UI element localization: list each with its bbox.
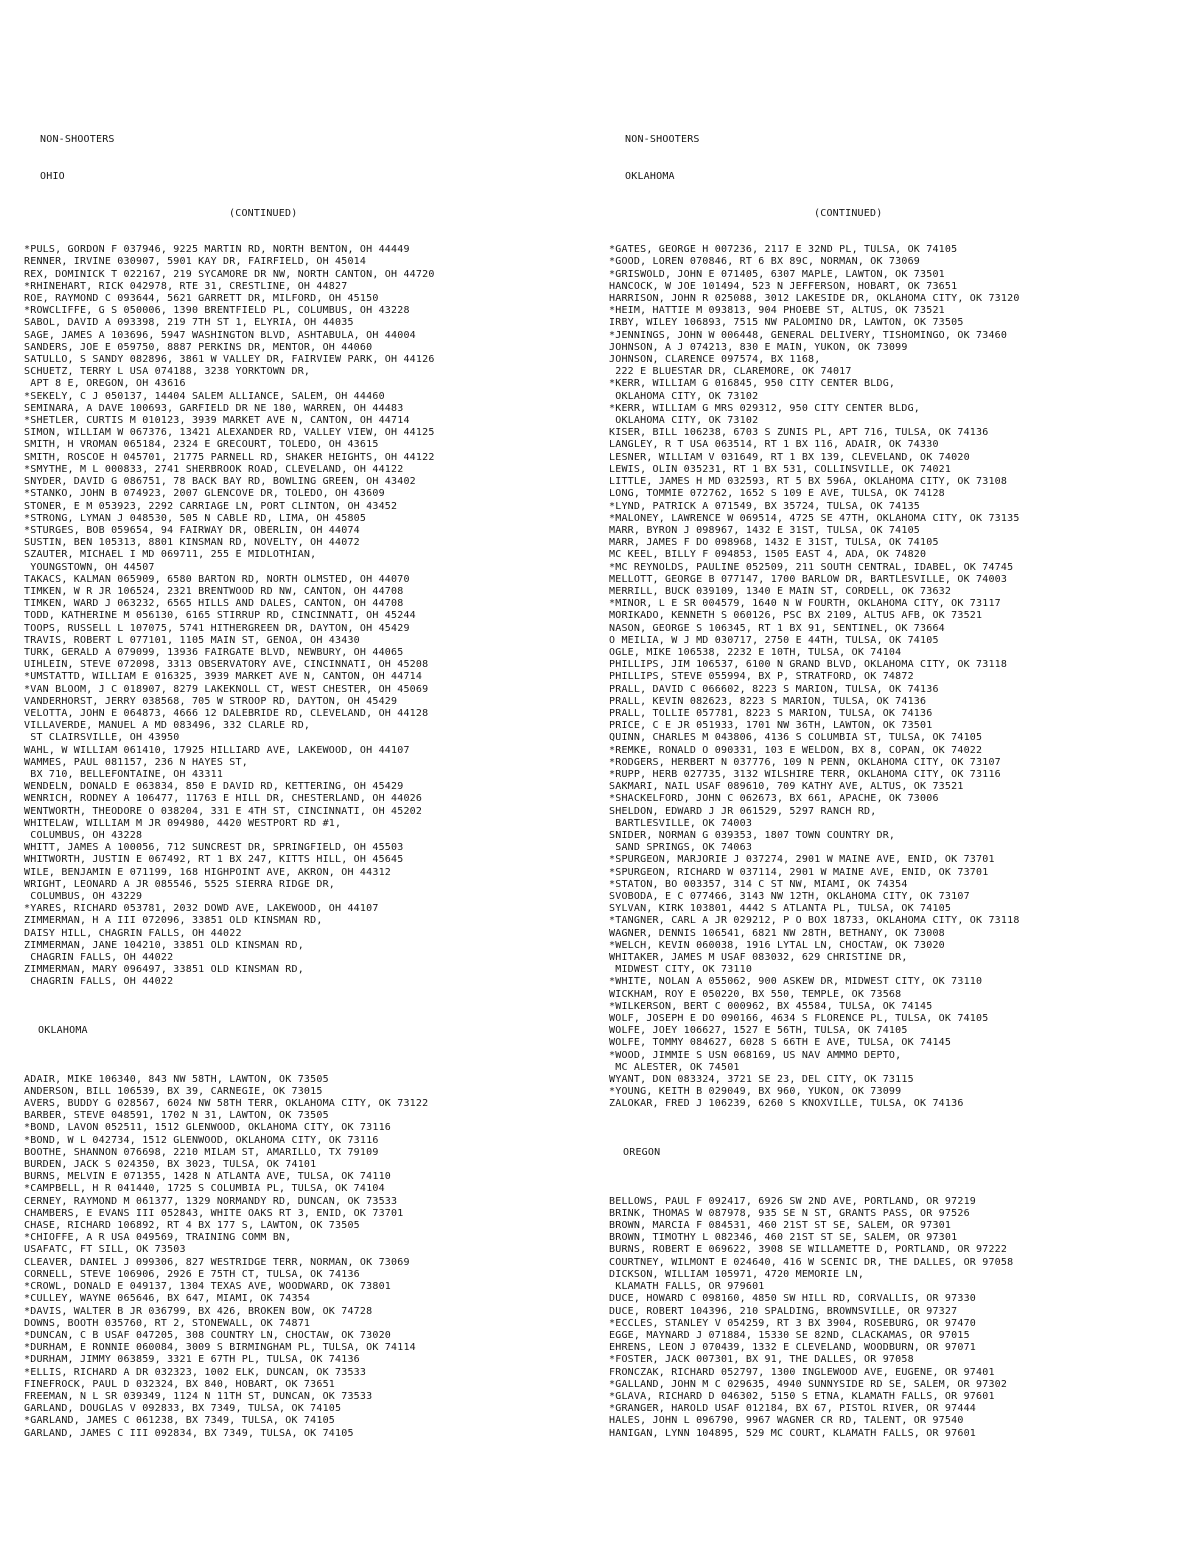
list-item: 222 E BLUESTAR DR, CLAREMORE, OK 74017 — [609, 366, 852, 378]
list-item: *CULLEY, WAYNE 065646, BX 647, MIAMI, OK 74354 — [24, 1293, 311, 1305]
list-item: WAMMES, PAUL 081157, 236 N HAYES ST, — [24, 756, 248, 768]
list-item: WHITT, JAMES A 100056, 712 SUNCREST DR, SPRINGFIELD, OH 45503 — [24, 842, 404, 854]
entry-list — [609, 1196, 1181, 1440]
list-item: *WOOD, JIMMIE S USN 068169, US NAV AMMMO DEPTO, — [609, 1049, 902, 1061]
list-item: GARLAND, JAMES C III 092834, BX 7349, TULSA, OK 74105 — [24, 1427, 354, 1439]
list-item: WHITELAW, WILLIAM M JR 094980, 4420 WESTPORT RD #1, — [24, 817, 342, 829]
list-item: *GOOD, LOREN 070846, RT 6 BX 89C, NORMAN, OK 73069 — [609, 256, 921, 268]
list-item: SCHUETZ, TERRY L USA 074188, 3238 YORKTOWN DR, — [24, 366, 311, 378]
list-item: SIMON, WILLIAM W 067376, 13421 ALEXANDER RD, VALLEY VIEW, OH 44125 — [24, 427, 435, 439]
list-item: LITTLE, JAMES H MD 032593, RT 5 BX 596A, OKLAHOMA CITY, OK 73108 — [609, 476, 1008, 488]
list-item: *WILKERSON, BERT C 000962, BX 45584, TULSA, OK 74145 — [609, 1000, 933, 1012]
list-item: BRINK, THOMAS W 087978, 935 SE N ST, GRANTS PASS, OR 97526 — [609, 1207, 970, 1219]
list-item: PRALL, KEVIN 082623, 8223 S MARION, TULSA, OK 74136 — [609, 695, 927, 707]
list-item: *SEKELY, C J 050137, 14404 SALEM ALLIANCE, SALEM, OH 44460 — [24, 390, 385, 402]
list-item: *ROWCLIFFE, G S 050006, 1390 BRENTFIELD PL, COLUMBUS, OH 43228 — [24, 305, 410, 317]
list-item: VILLAVERDE, MANUEL A MD 083496, 332 CLARLE RD, — [24, 720, 311, 732]
list-item: CHAGRIN FALLS, OH 44022 — [24, 952, 174, 964]
section-title: OKLAHOMA — [38, 1025, 88, 1037]
list-item: SNYDER, DAVID G 086751, 78 BACK BAY RD, BOWLING GREEN, OH 43402 — [24, 476, 416, 488]
list-item: *DUNCAN, C B USAF 047205, 308 COUNTRY LN, CHOCTAW, OK 73020 — [24, 1329, 392, 1341]
list-item: *STANKO, JOHN B 074923, 2007 GLENCOVE DR, TOLEDO, OH 43609 — [24, 488, 385, 500]
list-item: SABOL, DAVID A 093398, 219 7TH ST 1, ELYRIA, OH 44035 — [24, 317, 354, 329]
list-item: TURK, GERALD A 079099, 13936 FAIRGATE BLVD, NEWBURY, OH 44065 — [24, 646, 404, 658]
list-item: BOOTHE, SHANNON 076698, 2210 MILAM ST, AMARILLO, TX 79109 — [24, 1146, 379, 1158]
list-item: *GARLAND, JAMES C 061238, BX 7349, TULSA, OK 74105 — [24, 1415, 336, 1427]
list-item: WAGNER, DENNIS 106541, 6821 NW 28TH, BETHANY, OK 73008 — [609, 927, 945, 939]
list-item: MC KEEL, BILLY F 094853, 1505 EAST 4, ADA, OK 74820 — [609, 549, 927, 561]
list-item: HARRISON, JOHN R 025088, 3012 LAKESIDE DR, OKLAHOMA CITY, OK 73120 — [609, 293, 1020, 305]
list-item: RENNER, IRVINE 030907, 5901 KAY DR, FAIRFIELD, OH 45014 — [24, 256, 367, 268]
list-item: CERNEY, RAYMOND M 061377, 1329 NORMANDY RD, DUNCAN, OK 73533 — [24, 1195, 398, 1207]
list-item: LESNER, WILLIAM V 031649, RT 1 BX 139, CLEVELAND, OK 74020 — [609, 451, 970, 463]
list-item: ZIMMERMAN, H A III 072096, 33851 OLD KINSMAN RD, — [24, 915, 323, 927]
list-item: SAKMARI, NAIL USAF 089610, 709 KATHY AVE, ALTUS, OK 73521 — [609, 781, 964, 793]
list-item: *REMKE, RONALD O 090331, 103 E WELDON, BX 8, COPAN, OK 74022 — [609, 744, 983, 756]
list-item: *MC REYNOLDS, PAULINE 052509, 211 SOUTH CENTRAL, IDABEL, OK 74745 — [609, 561, 1014, 573]
list-item: *RODGERS, HERBERT N 037776, 109 N PENN, OKLAHOMA CITY, OK 73107 — [609, 756, 1001, 768]
list-item: WOLFE, TOMMY 084627, 6028 S 66TH E AVE, TULSA, OK 74145 — [609, 1037, 952, 1049]
list-item: MC ALESTER, OK 74501 — [609, 1061, 740, 1073]
list-item: ST CLAIRSVILLE, OH 43950 — [24, 732, 180, 744]
list-item: MIDWEST CITY, OK 73110 — [609, 964, 753, 976]
list-item: OGLE, MIKE 106538, 2232 E 10TH, TULSA, OK 74104 — [609, 646, 902, 658]
list-item: PHILLIPS, STEVE 055994, BX P, STRATFORD, OK 74872 — [609, 671, 914, 683]
list-item: COLUMBUS, OH 43228 — [24, 829, 143, 841]
list-item: SAGE, JAMES A 103696, 5947 WASHINGTON BLVD, ASHTABULA, OH 44004 — [24, 329, 416, 341]
list-item: BURNS, ROBERT E 069622, 3908 SE WILLAMETTE D, PORTLAND, OR 97222 — [609, 1244, 1008, 1256]
list-item: PRALL, DAVID C 066602, 8223 S MARION, TULSA, OK 74136 — [609, 683, 939, 695]
list-item: JOHNSON, CLARENCE 097574, BX 1168, — [609, 354, 821, 366]
list-item: WOLF, JOSEPH E DO 090166, 4634 S FLORENCE PL, TULSA, OK 74105 — [609, 1013, 989, 1025]
list-item: KLAMATH FALLS, OR 979601 — [609, 1281, 765, 1293]
list-item: ROE, RAYMOND C 093644, 5621 GARRETT DR, MILFORD, OH 45150 — [24, 293, 379, 305]
list-item: *DAVIS, WALTER B JR 036799, BX 426, BROKEN BOW, OK 74728 — [24, 1305, 373, 1317]
list-item: *TANGNER, CARL A JR 029212, P O BOX 18733, OKLAHOMA CITY, OK 73118 — [609, 915, 1020, 927]
list-item: PHILLIPS, JIM 106537, 6100 N GRAND BLVD, OKLAHOMA CITY, OK 73118 — [609, 659, 1008, 671]
list-item: MARR, JAMES F DO 098968, 1432 E 31ST, TULSA, OK 74105 — [609, 537, 939, 549]
list-item: *MINOR, L E SR 004579, 1640 N W FOURTH, OKLAHOMA CITY, OK 73117 — [609, 598, 1001, 610]
list-item: VANDERHORST, JERRY 038568, 705 W STROOP RD, DAYTON, OH 45429 — [24, 695, 398, 707]
list-item: ADAIR, MIKE 106340, 843 NW 58TH, LAWTON, OK 73505 — [24, 1073, 329, 1085]
list-item: *SHETLER, CURTIS M 010123, 3939 MARKET AVE N, CANTON, OH 44714 — [24, 415, 410, 427]
list-item: *VAN BLOOM, J C 018907, 8279 LAKEKNOLL CT, WEST CHESTER, OH 45069 — [24, 683, 429, 695]
list-item: WENDELN, DONALD E 063834, 850 E DAVID RD, KETTERING, OH 45429 — [24, 781, 404, 793]
list-item: O MEILIA, W J MD 030717, 2750 E 44TH, TULSA, OK 74105 — [609, 634, 939, 646]
list-item: *WELCH, KEVIN 060038, 1916 LYTAL LN, CHOCTAW, OK 73020 — [609, 939, 945, 951]
list-item: MERRILL, BUCK 039109, 1340 E MAIN ST, CORDELL, OK 73632 — [609, 585, 952, 597]
list-item: CHAGRIN FALLS, OH 44022 — [24, 976, 174, 988]
list-item: *KERR, WILLIAM G 016845, 950 CITY CENTER BLDG, — [609, 378, 896, 390]
list-item: SNIDER, NORMAN G 039353, 1807 TOWN COUNTRY DR, — [609, 829, 896, 841]
list-item: WAHL, W WILLIAM 061410, 17925 HILLIARD AVE, LAKEWOOD, OH 44107 — [24, 744, 410, 756]
list-item: TIMKEN, W R JR 106524, 2321 BRENTWOOD RD NW, CANTON, OH 44708 — [24, 585, 404, 597]
list-item: YOUNGSTOWN, OH 44507 — [24, 561, 155, 573]
list-item: CORNELL, STEVE 106906, 2926 E 75TH CT, TULSA, OK 74136 — [24, 1268, 360, 1280]
list-item: FREEMAN, N L SR 039349, 1124 N 11TH ST, DUNCAN, OK 73533 — [24, 1390, 373, 1402]
list-item: CHASE, RICHARD 106892, RT 4 BX 177 S, LAWTON, OK 73505 — [24, 1220, 360, 1232]
list-item: SAND SPRINGS, OK 74063 — [609, 842, 753, 854]
continued-label: (CONTINUED) — [814, 207, 883, 219]
list-item: *KERR, WILLIAM G MRS 029312, 950 CITY CENTER BLDG, — [609, 402, 921, 414]
list-item: TODD, KATHERINE M 056130, 6165 STIRRUP RD, CINCINNATI, OH 45244 — [24, 610, 416, 622]
list-item: WICKHAM, ROY E 050220, BX 550, TEMPLE, OK 73568 — [609, 988, 902, 1000]
list-item: APT 8 E, OREGON, OH 43616 — [24, 378, 186, 390]
list-item: BARBER, STEVE 048591, 1702 N 31, LAWTON, OK 73505 — [24, 1110, 329, 1122]
list-item: WHITAKER, JAMES M USAF 083032, 629 CHRISTINE DR, — [609, 952, 908, 964]
list-item: BURNS, MELVIN E 071355, 1428 N ATLANTA AVE, TULSA, OK 74110 — [24, 1171, 392, 1183]
list-item: USAFATC, FT SILL, OK 73503 — [24, 1244, 186, 1256]
list-item: SYLVAN, KIRK 103801, 4442 S ATLANTA PL, TULSA, OK 74105 — [609, 903, 952, 915]
list-item: *RUPP, HERB 027735, 3132 WILSHIRE TERR, OKLAHOMA CITY, OK 73116 — [609, 768, 1001, 780]
list-item: SEMINARA, A DAVE 100693, GARFIELD DR NE 180, WARREN, OH 44483 — [24, 402, 404, 414]
list-item: *FOSTER, JACK 007301, BX 91, THE DALLES, OR 97058 — [609, 1354, 914, 1366]
list-item: OKLAHOMA CITY, OK 73102 — [609, 415, 759, 427]
list-item: *YOUNG, KEITH B 029049, BX 960, YUKON, OK 73099 — [609, 1086, 902, 1098]
list-item: ZIMMERMAN, MARY 096497, 33851 OLD KINSMAN RD, — [24, 964, 304, 976]
list-item: WENRICH, RODNEY A 106477, 11763 E HILL DR, CHESTERLAND, OH 44026 — [24, 793, 423, 805]
list-item: *SPURGEON, MARJORIE J 037274, 2901 W MAINE AVE, ENID, OK 73701 — [609, 854, 995, 866]
list-item: QUINN, CHARLES M 043806, 4136 S COLUMBIA ST, TULSA, OK 74105 — [609, 732, 983, 744]
list-item: DICKSON, WILLIAM 105971, 4720 MEMORIE LN, — [609, 1268, 865, 1280]
list-item: LEWIS, OLIN 035231, RT 1 BX 531, COLLINSVILLE, OK 74021 — [609, 463, 952, 475]
list-item: FRONCZAK, RICHARD 052797, 1300 INGLEWOOD AVE, EUGENE, OR 97401 — [609, 1366, 995, 1378]
list-item: SHELDON, EDWARD J JR 061529, 5297 RANCH RD, — [609, 805, 877, 817]
list-item: *DURHAM, E RONNIE 060084, 3009 S BIRMINGHAM PL, TULSA, OK 74114 — [24, 1342, 416, 1354]
list-item: ANDERSON, BILL 106539, BX 39, CARNEGIE, OK 73015 — [24, 1085, 323, 1097]
list-item: WRIGHT, LEONARD A JR 085546, 5525 SIERRA RIDGE DR, — [24, 878, 336, 890]
left-column — [24, 110, 592, 1464]
list-item: *JENNINGS, JOHN W 006448, GENERAL DELIVERY, TISHOMINGO, OK 73460 — [609, 329, 1008, 341]
list-item: *WHITE, NOLAN A 055062, 900 ASKEW DR, MIDWEST CITY, OK 73110 — [609, 976, 983, 988]
list-item: SUSTIN, BEN 105313, 8801 KINSMAN RD, NOVELTY, OH 44072 — [24, 537, 360, 549]
list-item: *CAMPBELL, H R 041440, 1725 S COLUMBIA PL, TULSA, OK 74104 — [24, 1183, 385, 1195]
list-item: *SHACKELFORD, JOHN C 062673, BX 661, APACHE, OK 73006 — [609, 793, 939, 805]
list-item: *DURHAM, JIMMY 063859, 3321 E 67TH PL, TULSA, OK 74136 — [24, 1354, 360, 1366]
list-item: UIHLEIN, STEVE 072098, 3313 OBSERVATORY AVE, CINCINNATI, OH 45208 — [24, 659, 429, 671]
list-item: *GATES, GEORGE H 007236, 2117 E 32ND PL, TULSA, OK 74105 — [609, 244, 958, 256]
list-item: TRAVIS, ROBERT L 077101, 1105 MAIN ST, GENOA, OH 43430 — [24, 634, 360, 646]
list-item: AVERS, BUDDY G 028567, 6024 NW 58TH TERR, OKLAHOMA CITY, OK 73122 — [24, 1098, 429, 1110]
list-item: *UMSTATTD, WILLIAM E 016325, 3939 MARKET AVE N, CANTON, OH 44714 — [24, 671, 423, 683]
list-item: EGGE, MAYNARD J 071884, 15330 SE 82ND, CLACKAMAS, OR 97015 — [609, 1329, 970, 1341]
continued-label: (CONTINUED) — [229, 207, 298, 219]
list-item: SZAUTER, MICHAEL I MD 069711, 255 E MIDLOTHIAN, — [24, 549, 317, 561]
list-item: CLEAVER, DANIEL J 099306, 827 WESTRIDGE TERR, NORMAN, OK 73069 — [24, 1256, 410, 1268]
list-item: *HEIM, HATTIE M 093813, 904 PHOEBE ST, ALTUS, OK 73521 — [609, 305, 945, 317]
list-item: *SPURGEON, RICHARD W 037114, 2901 W MAINE AVE, ENID, OK 73701 — [609, 866, 989, 878]
list-item: *BOND, W L 042734, 1512 GLENWOOD, OKLAHOMA CITY, OK 73116 — [24, 1134, 379, 1146]
state-heading: OKLAHOMA — [625, 171, 675, 183]
page-heading: NON-SHOOTERS — [40, 134, 115, 146]
list-item: LANGLEY, R T USA 063514, RT 1 BX 116, ADAIR, OK 74330 — [609, 439, 939, 451]
list-item: IRBY, WILEY 106893, 7515 NW PALOMINO DR, LAWTON, OK 73505 — [609, 317, 964, 329]
list-item: TOOPS, RUSSELL L 107075, 5741 HITHERGREEN DR, DAYTON, OH 45429 — [24, 622, 410, 634]
list-item: HANCOCK, W JOE 101494, 523 N JEFFERSON, HOBART, OK 73651 — [609, 280, 958, 292]
list-item: GARLAND, DOUGLAS V 092833, BX 7349, TULSA, OK 74105 — [24, 1403, 342, 1415]
list-item: WILE, BENJAMIN E 071199, 168 HIGHPOINT AVE, AKRON, OH 44312 — [24, 866, 392, 878]
list-item: REX, DOMINICK T 022167, 219 SYCAMORE DR NW, NORTH CANTON, OH 44720 — [24, 268, 435, 280]
list-item: *ELLIS, RICHARD A DR 032323, 1002 ELK, DUNCAN, OK 73533 — [24, 1366, 367, 1378]
list-item: DUCE, HOWARD C 098160, 4850 SW HILL RD, CORVALLIS, OR 97330 — [609, 1293, 977, 1305]
entry-list — [24, 244, 592, 988]
list-item: *GLAVA, RICHARD D 046302, 5150 S ETNA, KLAMATH FALLS, OR 97601 — [609, 1390, 995, 1402]
list-item: *STURGES, BOB 059654, 94 FAIRWAY DR, OBERLIN, OH 44074 — [24, 524, 360, 536]
list-item: BX 710, BELLEFONTAINE, OH 43311 — [24, 768, 224, 780]
list-item: PRICE, C E JR 051933, 1701 NW 36TH, LAWTON, OK 73501 — [609, 720, 933, 732]
right-column — [609, 110, 1181, 1464]
list-item: *GALLAND, JOHN M C 029635, 4940 SUNNYSIDE RD SE, SALEM, OR 97302 — [609, 1378, 1008, 1390]
list-item: WENTWORTH, THEODORE O 038204, 331 E 4TH ST, CINCINNATI, OH 45202 — [24, 805, 423, 817]
list-item: PRALL, TOLLIE 057781, 8223 S MARION, TULSA, OK 74136 — [609, 707, 933, 719]
state-heading: OHIO — [40, 171, 65, 183]
list-item: COURTNEY, WILMONT E 024640, 416 W SCENIC DR, THE DALLES, OR 97058 — [609, 1256, 1014, 1268]
list-item: SATULLO, S SANDY 082896, 3861 W VALLEY DR, FAIRVIEW PARK, OH 44126 — [24, 354, 435, 366]
list-item: MELLOTT, GEORGE B 077147, 1700 BARLOW DR, BARTLESVILLE, OK 74003 — [609, 573, 1008, 585]
list-item: SMITH, ROSCOE H 045701, 21775 PARNELL RD, SHAKER HEIGHTS, OH 44122 — [24, 451, 435, 463]
section-title: OREGON — [623, 1147, 661, 1159]
list-item: OKLAHOMA CITY, OK 73102 — [609, 390, 759, 402]
list-item: JOHNSON, A J 074213, 830 E MAIN, YUKON, OK 73099 — [609, 341, 908, 353]
list-item: HALES, JOHN L 096790, 9967 WAGNER CR RD, TALENT, OR 97540 — [609, 1415, 964, 1427]
list-item: WYANT, DON 083324, 3721 SE 23, DEL CITY, OK 73115 — [609, 1074, 914, 1086]
list-item: *BOND, LAVON 052511, 1512 GLENWOOD, OKLAHOMA CITY, OK 73116 — [24, 1122, 392, 1134]
list-item: *CROWL, DONALD E 049137, 1304 TEXAS AVE, WOODWARD, OK 73801 — [24, 1281, 392, 1293]
list-item: LONG, TOMMIE 072762, 1652 S 109 E AVE, TULSA, OK 74128 — [609, 488, 945, 500]
list-item: NASON, GEORGE S 106345, RT 1 BX 91, SENTINEL, OK 73664 — [609, 622, 945, 634]
list-item: SANDERS, JOE E 059750, 8887 PERKINS DR, MENTOR, OH 44060 — [24, 341, 373, 353]
list-item: ZALOKAR, FRED J 106239, 6260 S KNOXVILLE, TULSA, OK 74136 — [609, 1098, 964, 1110]
list-item: STONER, E M 053923, 2292 CARRIAGE LN, PORT CLINTON, OH 43452 — [24, 500, 398, 512]
list-item: EHRENS, LEON J 070439, 1332 E CLEVELAND, WOODBURN, OR 97071 — [609, 1342, 977, 1354]
entry-list — [609, 244, 1181, 1110]
list-item: DOWNS, BOOTH 035760, RT 2, STONEWALL, OK 74871 — [24, 1317, 311, 1329]
list-item: *STATON, BO 003357, 314 C ST NW, MIAMI, OK 74354 — [609, 878, 908, 890]
list-item: TIMKEN, WARD J 063232, 6565 HILLS AND DALES, CANTON, OH 44708 — [24, 598, 404, 610]
list-item: BARTLESVILLE, OK 74003 — [609, 817, 753, 829]
list-item: *PULS, GORDON F 037946, 9225 MARTIN RD, NORTH BENTON, OH 44449 — [24, 244, 410, 256]
entry-list — [24, 1074, 592, 1440]
list-item: BROWN, MARCIA F 084531, 460 21ST ST SE, SALEM, OR 97301 — [609, 1220, 952, 1232]
list-item: SVOBODA, E C 077466, 3143 NW 12TH, OKLAHOMA CITY, OK 73107 — [609, 891, 970, 902]
list-item: SMITH, H VROMAN 065184, 2324 E GRECOURT, TOLEDO, OH 43615 — [24, 439, 379, 451]
list-item: *MALONEY, LAWRENCE W 069514, 4725 SE 47TH, OKLAHOMA CITY, OK 73135 — [609, 512, 1020, 524]
list-item: CHAMBERS, E EVANS III 052843, WHITE OAKS RT 3, ENID, OK 73701 — [24, 1207, 404, 1219]
list-item: *STRONG, LYMAN J 048530, 505 N CABLE RD, LIMA, OH 45805 — [24, 512, 367, 524]
list-item: TAKACS, KALMAN 065909, 6580 BARTON RD, NORTH OLMSTED, OH 44070 — [24, 573, 410, 585]
list-item: *RHINEHART, RICK 042978, RTE 31, CRESTLINE, OH 44827 — [24, 280, 348, 292]
page-heading: NON-SHOOTERS — [625, 134, 700, 146]
list-item: MORIKADO, KENNETH S 060126, PSC BX 2109, ALTUS AFB, OK 73521 — [609, 610, 983, 622]
list-item: ZIMMERMAN, JANE 104210, 33851 OLD KINSMAN RD, — [24, 939, 304, 951]
list-item: BURDEN, JACK S 024350, BX 3023, TULSA, OK 74101 — [24, 1159, 317, 1171]
list-item: MARR, BYRON J 098967, 1432 E 31ST, TULSA, OK 74105 — [609, 524, 921, 536]
list-item: DUCE, ROBERT 104396, 210 SPALDING, BROWNSVILLE, OR 97327 — [609, 1305, 958, 1317]
list-item: BELLOWS, PAUL F 092417, 6926 SW 2ND AVE, PORTLAND, OR 97219 — [609, 1195, 977, 1207]
list-item: VELOTTA, JOHN E 064873, 4666 12 DALEBRIDE RD, CLEVELAND, OH 44128 — [24, 707, 429, 719]
list-item: DAISY HILL, CHAGRIN FALLS, OH 44022 — [24, 927, 242, 939]
list-item: WOLFE, JOEY 106627, 1527 E 56TH, TULSA, OK 74105 — [609, 1025, 908, 1037]
list-item: WHITWORTH, JUSTIN E 067492, RT 1 BX 247, KITTS HILL, OH 45645 — [24, 854, 404, 866]
list-item: *GRISWOLD, JOHN E 071405, 6307 MAPLE, LAWTON, OK 73501 — [609, 268, 945, 280]
list-item: HANIGAN, LYNN 104895, 529 MC COURT, KLAMATH FALLS, OR 97601 — [609, 1427, 977, 1439]
list-item: *YARES, RICHARD 053781, 2032 DOWD AVE, LAKEWOOD, OH 44107 — [24, 903, 379, 915]
list-item: *SMYTHE, M L 000833, 2741 SHERBROOK ROAD, CLEVELAND, OH 44122 — [24, 463, 404, 475]
list-item: COLUMBUS, OH 43229 — [24, 891, 143, 902]
list-item: KISER, BILL 106238, 6703 S ZUNIS PL, APT 716, TULSA, OK 74136 — [609, 427, 989, 439]
list-item: BROWN, TIMOTHY L 082346, 460 21ST ST SE, SALEM, OR 97301 — [609, 1232, 958, 1244]
list-item: *LYND, PATRICK A 071549, BX 35724, TULSA, OK 74135 — [609, 500, 921, 512]
list-item: *CHIOFFE, A R USA 049569, TRAINING COMM BN, — [24, 1232, 292, 1244]
list-item: *GRANGER, HAROLD USAF 012184, BX 67, PISTOL RIVER, OR 97444 — [609, 1403, 977, 1415]
list-item: *ECCLES, STANLEY V 054259, RT 3 BX 3904, ROSEBURG, OR 97470 — [609, 1317, 977, 1329]
list-item: FINEFROCK, PAUL D 032324, BX 840, HOBART, OK 73651 — [24, 1378, 336, 1390]
